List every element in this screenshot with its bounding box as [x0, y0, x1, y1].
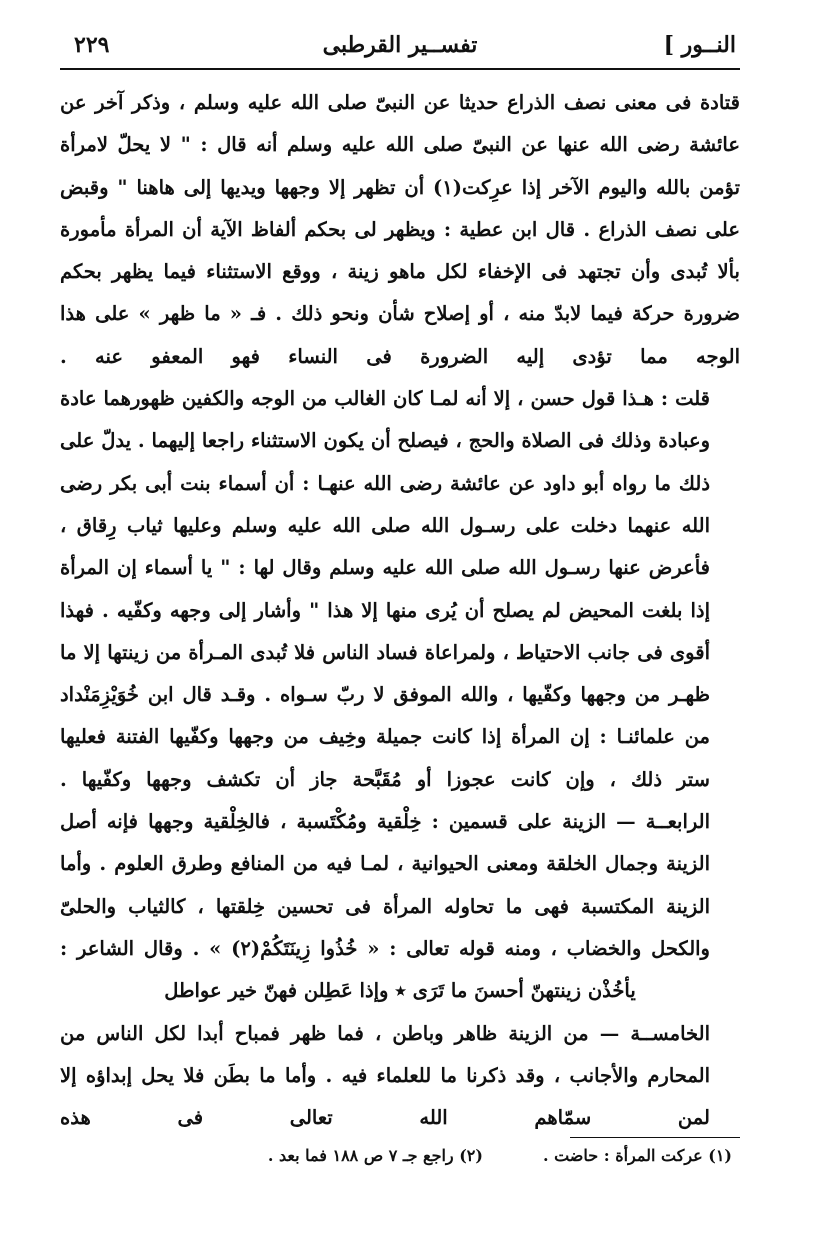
- main-text: [60, 82, 740, 1139]
- page-header: [60, 30, 740, 64]
- page-number: ٢٢٩: [74, 32, 110, 58]
- book-page: [60, 30, 740, 1210]
- footnote-divider: [570, 1137, 740, 1138]
- book-title: تفســير القرطبى: [322, 32, 478, 58]
- poem-verse: يأخُذْن زينتهنّ أحسنَ ما تَرَى ٭ وإذا عَطِلن فهنّ خير عواطل: [164, 979, 636, 1003]
- paragraph-fourth: الرابعــة — الزينة على قسمين : خِلْقية ومُكْتَسبة ، فالخِلْقية وجهها فإنه أصل الزينة وجمال الخلقة ومعنى الحيوانية ، لمـا فيه من المنافع وطرق العلوم . وأما الزينة المكتسبة فهى ما تحاوله المرأة فى تحسين خِلقتها ، كالثياب والحلىّ والكحل والخضاب ، ومنه قوله تعالى : « خُذُوا زِينَتَكُمْ(٢) » . وقال الشاعر :: [60, 810, 710, 960]
- footnote-1: (١) عركت المرأة : حاضت .: [542, 1146, 732, 1165]
- paragraph-fifth: الخامســة — من الزينة ظاهر وباطن ، فما ظهر فمباح أبدا لكل الناس من المحارم والأجانب ، وقد ذكرنا ما للعلماء فيه . وأما ما بطَن فلا يحل إبداؤه إلا لمن سمّاهم الله تعالى فى هذه: [60, 1021, 710, 1130]
- paragraph-qultu: قلت : هـذا قول حسن ، إلا أنه لمـا كان الغالب من الوجه والكفين ظهورهما عادة وعبادة وذلك فى الصلاة والحج ، فيصلح أن يكون الاستثناء راجعا إليهما . يدلّ على ذلك ما رواه أبو داود عن عائشة رضى الله عنهـا : أن أسماء بنت أبى بكر رضى الله عنهما دخلت على رسـول الله صلى الله عليه وسلم وعليها ثياب رِقاق ، فأعرض عنها رسـول الله صلى الله عليه وسلم وقال لها : " يا أسماء إن المرأة إذا بلغت المحيض لم يصلح أن يُرى منها إلا هذا " وأشار إلى وجهه وكفّيه . فهذا أقوى فى جانب الاحتياط ، ولمراعاة فساد الناس فلا تُبدى المـرأة من زينتها إلا ما ظهـر من وجهها وكفّيها ، والله الموفق لا ربّ سـواه . وقـد قال ابن خُوَيْزِمَنْداد من علمائنـا : إن المرأة إذا كانت جميلة وخِيف من وجهها وكفّيها الفتنة فعليها ستر ذلك ، وإن كانت عجوزا أو مُقَبَّحة جاز أن تكشف وجهها وكفّيها .: [60, 387, 710, 791]
- paragraph-qatada: قتادة فى معنى نصف الذراع حديثا عن النبىّ صلى الله عليه وسلم ، وذكر آخر عن عائشة رضى الله عنها عن النبىّ صلى الله عليه وسلم أنه قال : " لا يحلّ لامرأة تؤمن بالله واليوم الآخر إذا عرِكت(١) أن تظهر إلا وجهها ويديها إلى هاهنا " وقبض على نصف الذراع . قال ابن عطية : ويظهر لى بحكم ألفاظ الآية أن المرأة مأمورة بألا تُبدى وأن تجتهد فى الإخفاء لكل ماهو زينة ، ووقع الاستثناء فيما يظهر بحكم ضرورة حركة فيما لابدّ منه ، أو إصلاح شأن ونحو ذلك . فـ « ما ظهر » على هذا الوجه مما تؤدى إليه الضرورة فى النساء فهو المعفو عنه .: [60, 91, 741, 368]
- footnotes: [60, 1146, 732, 1165]
- surah-title: النــور ]: [663, 32, 736, 58]
- footnote-2: (٢) راجع جـ ٧ ص ١٨٨ فما بعد .: [267, 1146, 483, 1165]
- header-divider: [60, 68, 740, 70]
